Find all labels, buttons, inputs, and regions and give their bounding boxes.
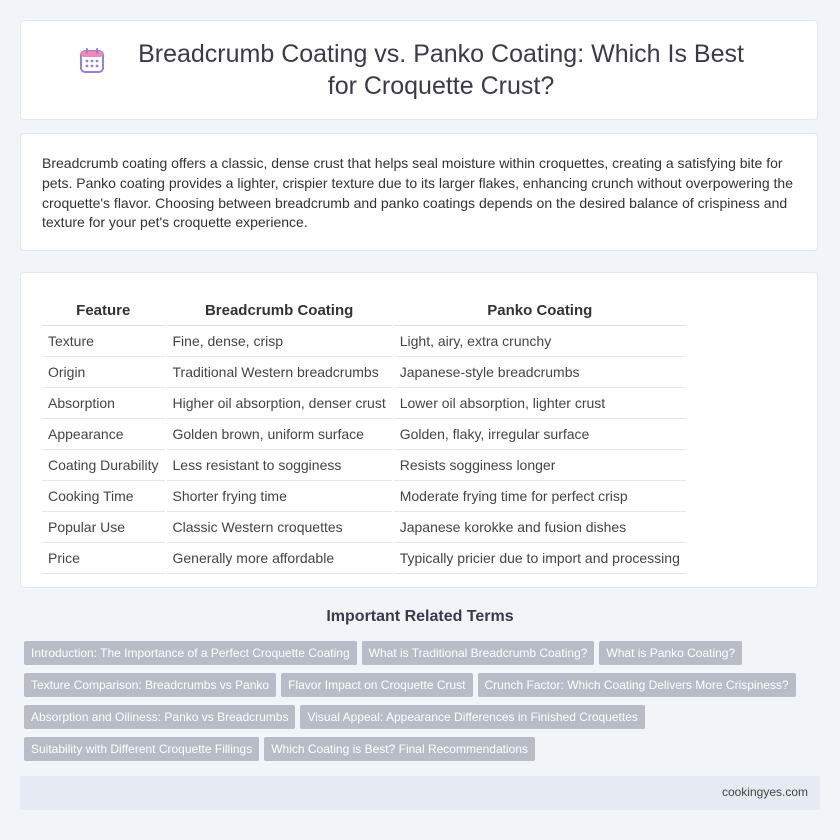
related-term-tag[interactable]: What is Traditional Breadcrumb Coating?	[362, 641, 595, 665]
feature-cell: Appearance	[42, 418, 165, 449]
breadcrumb-cell: Traditional Western breadcrumbs	[167, 356, 392, 387]
panko-cell: Golden, flaky, irregular surface	[394, 418, 686, 449]
panko-cell: Moderate frying time for perfect crisp	[394, 480, 686, 511]
related-terms-list	[24, 641, 824, 769]
panko-cell: Typically pricier due to import and processing	[394, 542, 686, 573]
breadcrumb-cell: Golden brown, uniform surface	[167, 418, 392, 449]
page-title: Breadcrumb Coating vs. Panko Coating: Which Is Best for Croquette Crust?	[138, 40, 744, 100]
breadcrumb-cell: Generally more affordable	[167, 542, 392, 573]
feature-cell: Absorption	[42, 387, 165, 418]
breadcrumb-cell: Fine, dense, crisp	[167, 325, 392, 356]
feature-cell: Origin	[42, 356, 165, 387]
table-row	[42, 418, 686, 449]
table-row	[42, 325, 686, 356]
breadcrumb-cell: Higher oil absorption, denser crust	[167, 387, 392, 418]
header-breadcrumb: Breadcrumb Coating	[167, 295, 392, 325]
calendar-icon	[77, 45, 107, 75]
feature-cell: Cooking Time	[42, 480, 165, 511]
table-row	[42, 387, 686, 418]
table-row	[42, 511, 686, 542]
table-row	[42, 449, 686, 480]
related-term-tag[interactable]: Flavor Impact on Croquette Crust	[281, 673, 472, 697]
header-panko: Panko Coating	[394, 295, 686, 325]
intro-paragraph: Breadcrumb coating offers a classic, dense crust that helps seal moisture within croquettes, creating a satisfying bite for pets. Panko coating provides a lighter, crispier texture due to its larger flakes, enhancing crunch without overpowering the croquette's flavor. Choosing between breadcrumb and panko coatings depends on the desired balance of crispiness and texture for your pet's croquette experience.	[42, 155, 793, 231]
related-term-tag[interactable]: Crunch Factor: Which Coating Delivers More Crispiness?	[478, 673, 796, 697]
title-wrap	[77, 38, 761, 102]
footer	[20, 776, 820, 810]
header-feature: Feature	[42, 295, 165, 325]
related-term-tag[interactable]: Absorption and Oiliness: Panko vs Breadcrumbs	[24, 705, 295, 729]
related-term-tag[interactable]: What is Panko Coating?	[599, 641, 742, 665]
panko-cell: Japanese-style breadcrumbs	[394, 356, 686, 387]
panko-cell: Resists sogginess longer	[394, 449, 686, 480]
table-row	[42, 542, 686, 573]
related-term-tag[interactable]: Texture Comparison: Breadcrumbs vs Panko	[24, 673, 276, 697]
breadcrumb-cell: Less resistant to sogginess	[167, 449, 392, 480]
table-row	[42, 480, 686, 511]
panko-cell: Light, airy, extra crunchy	[394, 325, 686, 356]
comparison-table	[42, 295, 686, 574]
related-term-tag[interactable]: Which Coating is Best? Final Recommendations	[264, 737, 535, 761]
feature-cell: Coating Durability	[42, 449, 165, 480]
feature-cell: Popular Use	[42, 511, 165, 542]
related-terms-heading: Important Related Terms	[326, 608, 514, 625]
intro-card	[20, 133, 818, 251]
breadcrumb-cell: Classic Western croquettes	[167, 511, 392, 542]
table-row	[42, 356, 686, 387]
comparison-card	[20, 272, 818, 588]
related-term-tag[interactable]: Visual Appeal: Appearance Differences in Finished Croquettes	[300, 705, 644, 729]
site-link[interactable]: cookingyes.com	[721, 785, 808, 799]
title-card	[20, 20, 818, 120]
breadcrumb-cell: Shorter frying time	[167, 480, 392, 511]
table-header-row	[42, 295, 686, 325]
related-term-tag[interactable]: Introduction: The Importance of a Perfect Croquette Coating	[24, 641, 357, 665]
panko-cell: Japanese korokke and fusion dishes	[394, 511, 686, 542]
feature-cell: Texture	[42, 325, 165, 356]
panko-cell: Lower oil absorption, lighter crust	[394, 387, 686, 418]
related-term-tag[interactable]: Suitability with Different Croquette Fillings	[24, 737, 259, 761]
feature-cell: Price	[42, 542, 165, 573]
